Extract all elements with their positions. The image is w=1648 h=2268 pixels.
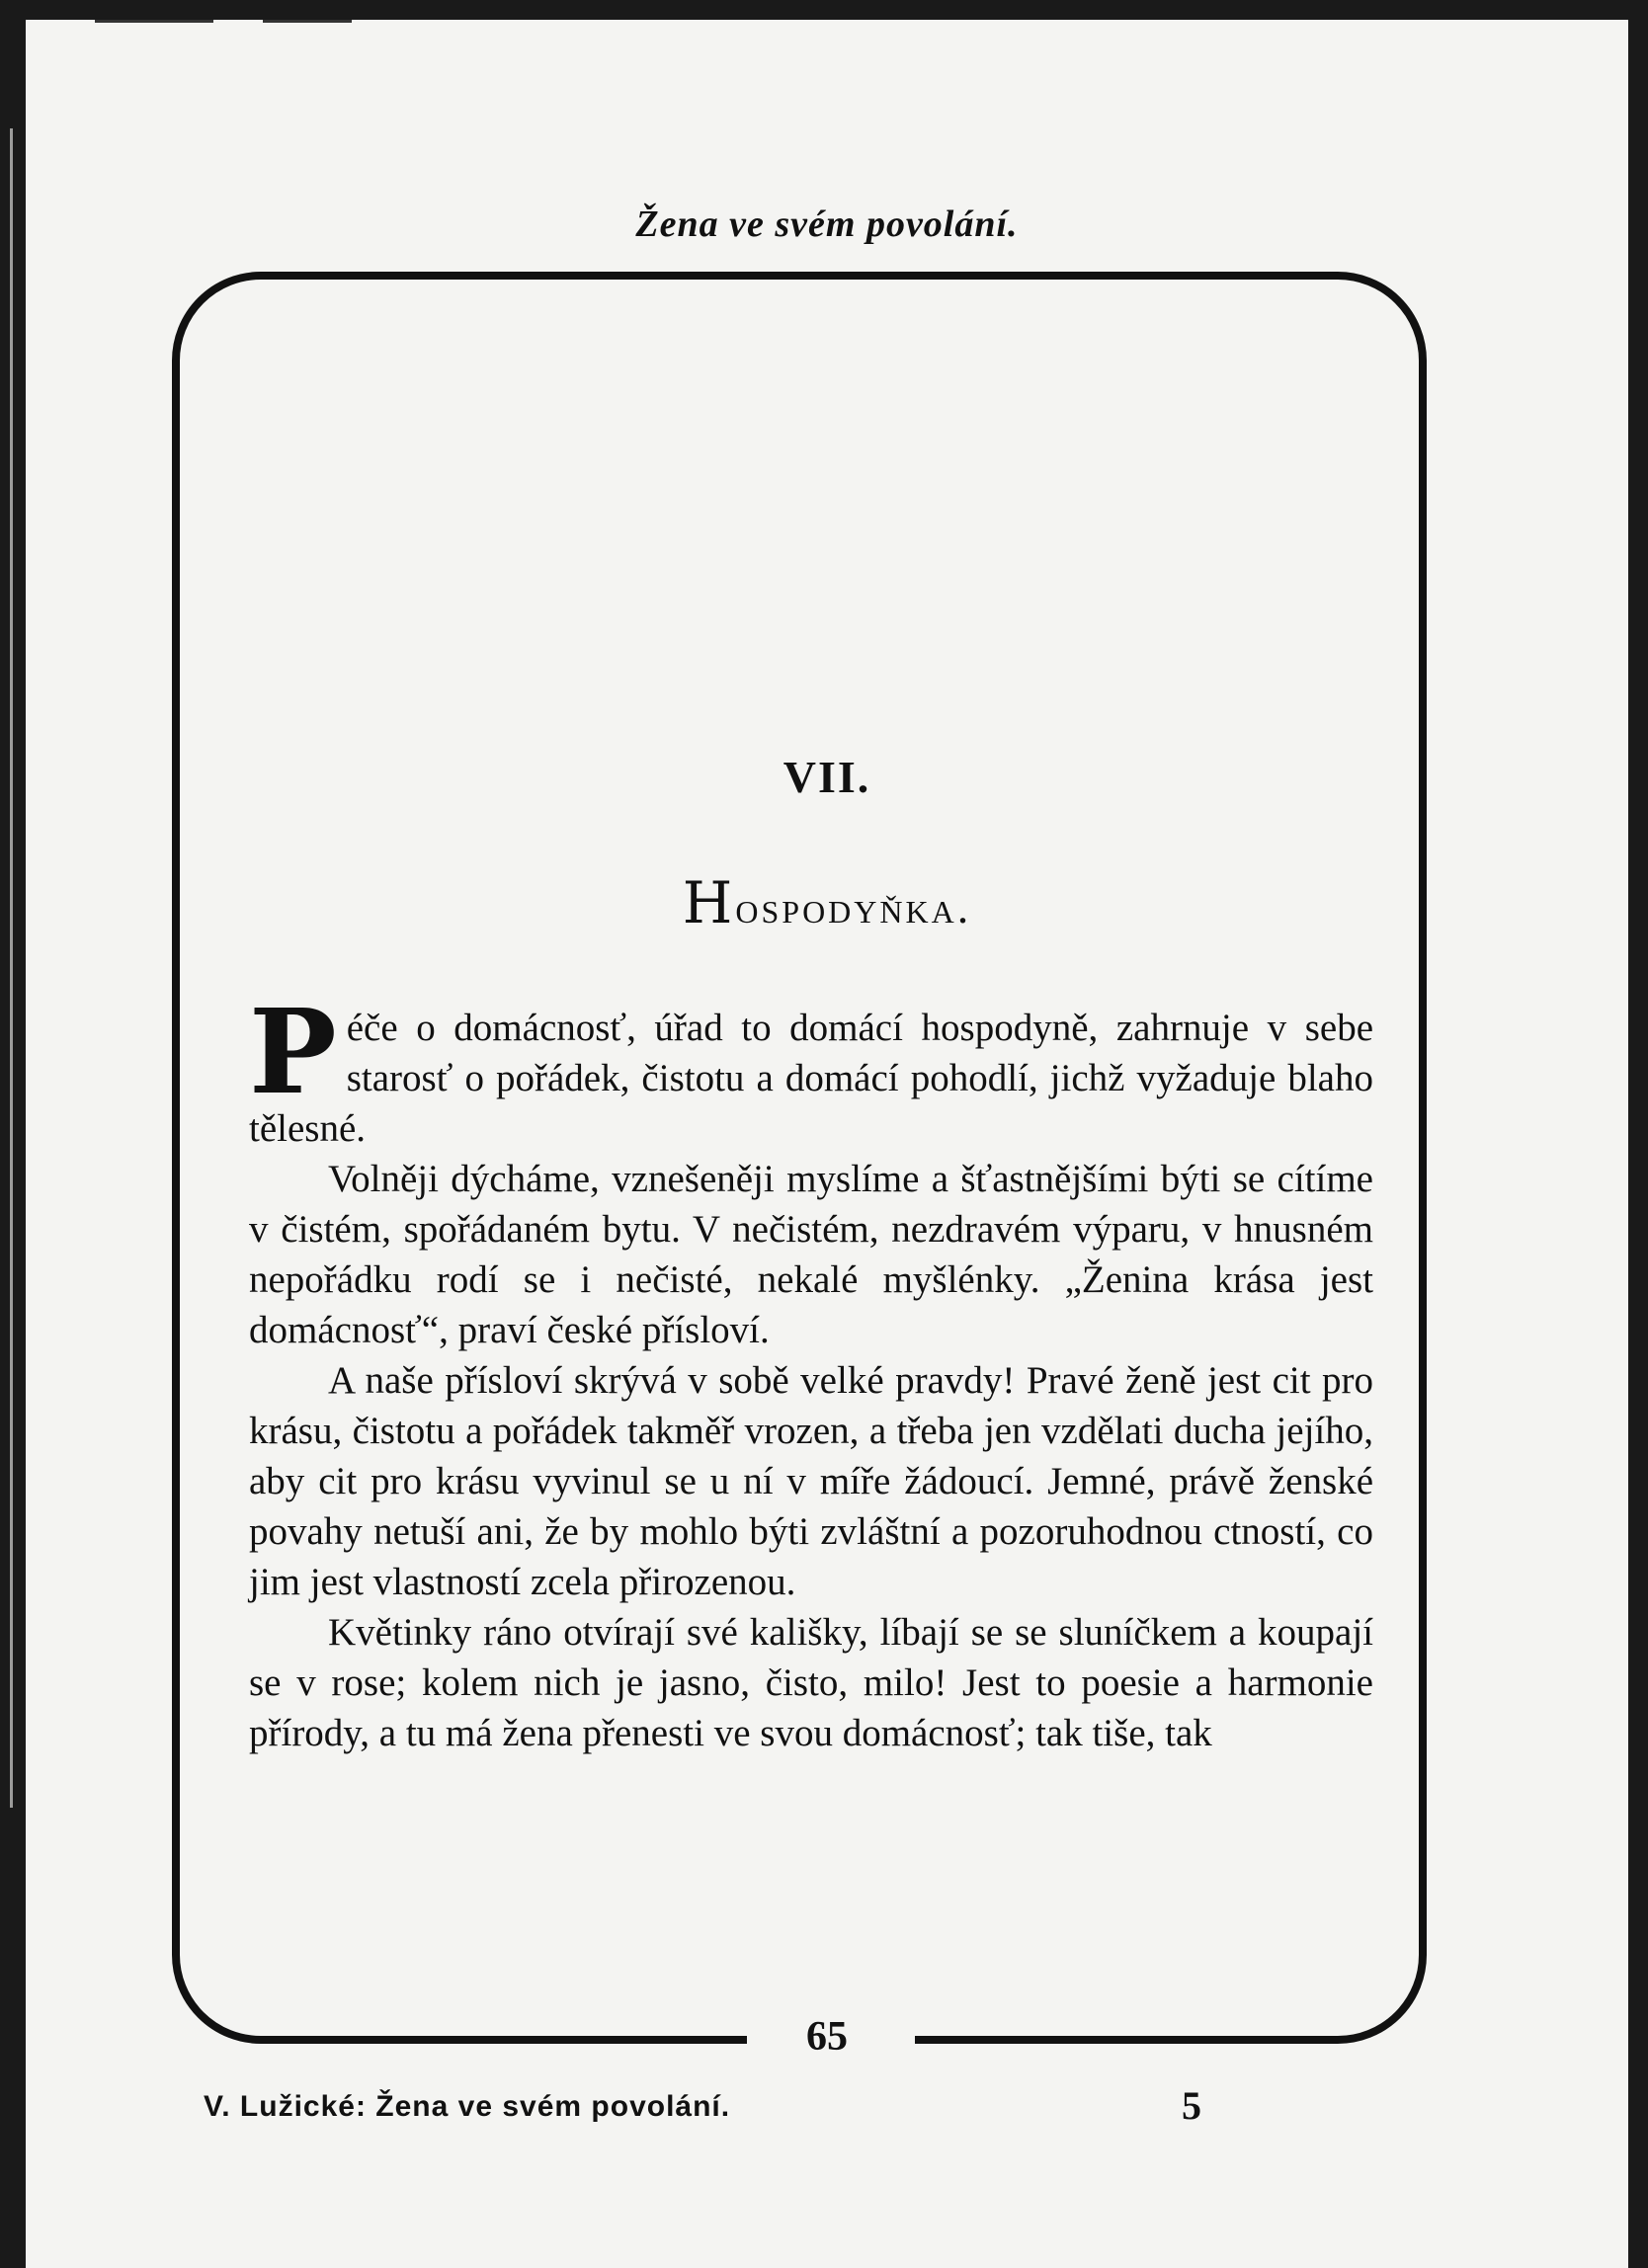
paragraph-2: Volněji dýcháme, vznešeněji myslíme a šťastnějšími býti se cítíme v čistém, spořádaném bytu. V nečistém, nezdravém výparu, v hnusném nepořádku rodí se i nečisté, nekalé myšlénky. „Ženina krása jest domácnosť“, praví české přísloví. (249, 1158, 1373, 1351)
paragraph-1: Péče o domácnosť, úřad to domácí hospodyně, zahrnuje v sebe starosť o pořádek, čistotu a domácí pohodlí, jichž vyžaduje blaho tělesné. (249, 983, 1373, 1150)
footer-sheet-number: 5 (1182, 2083, 1201, 2128)
chapter-number: VII. (783, 752, 871, 802)
body-text (249, 983, 1373, 1758)
book-page (26, 20, 1628, 2268)
chapter-title (26, 869, 1628, 936)
chapter-title-rest: ospodyňka. (735, 882, 972, 932)
chapter-title-initial: H (682, 869, 736, 936)
drop-cap: P (249, 983, 337, 1120)
scan-left-edge (0, 0, 26, 2268)
paragraph-4: Květinky ráno otvírají své kališky, líbají se se sluníčkem a koupají se v rose; kolem nich je jasno, čisto, milo! Jest to poesie a harmonie přírody, a tu má žena přenesti ve svou domácnosť; tak tiše, tak (249, 1611, 1373, 1754)
page-number: 65 (806, 2014, 848, 2060)
running-head: Žena ve svém povolání. (635, 203, 1019, 245)
top-edge-marks (95, 20, 391, 24)
footer-signature: V. Lužické: Žena ve svém povolání. (204, 2090, 731, 2123)
paragraph-3: A naše přísloví skrývá v sobě velké pravdy! Pravé ženě jest cit pro krásu, čistotu a pořádek takměř vrozen, a třeba jen vzdělati ducha jejího, aby cit pro krásu vyvinul se u ní v míře žádoucí. Jemné, právě ženské povahy netuší ani, že by mohlo býti zvláštní a pozoruhodnou ctností, co jim jest vlastností zcela přirozenou. (249, 1359, 1373, 1603)
